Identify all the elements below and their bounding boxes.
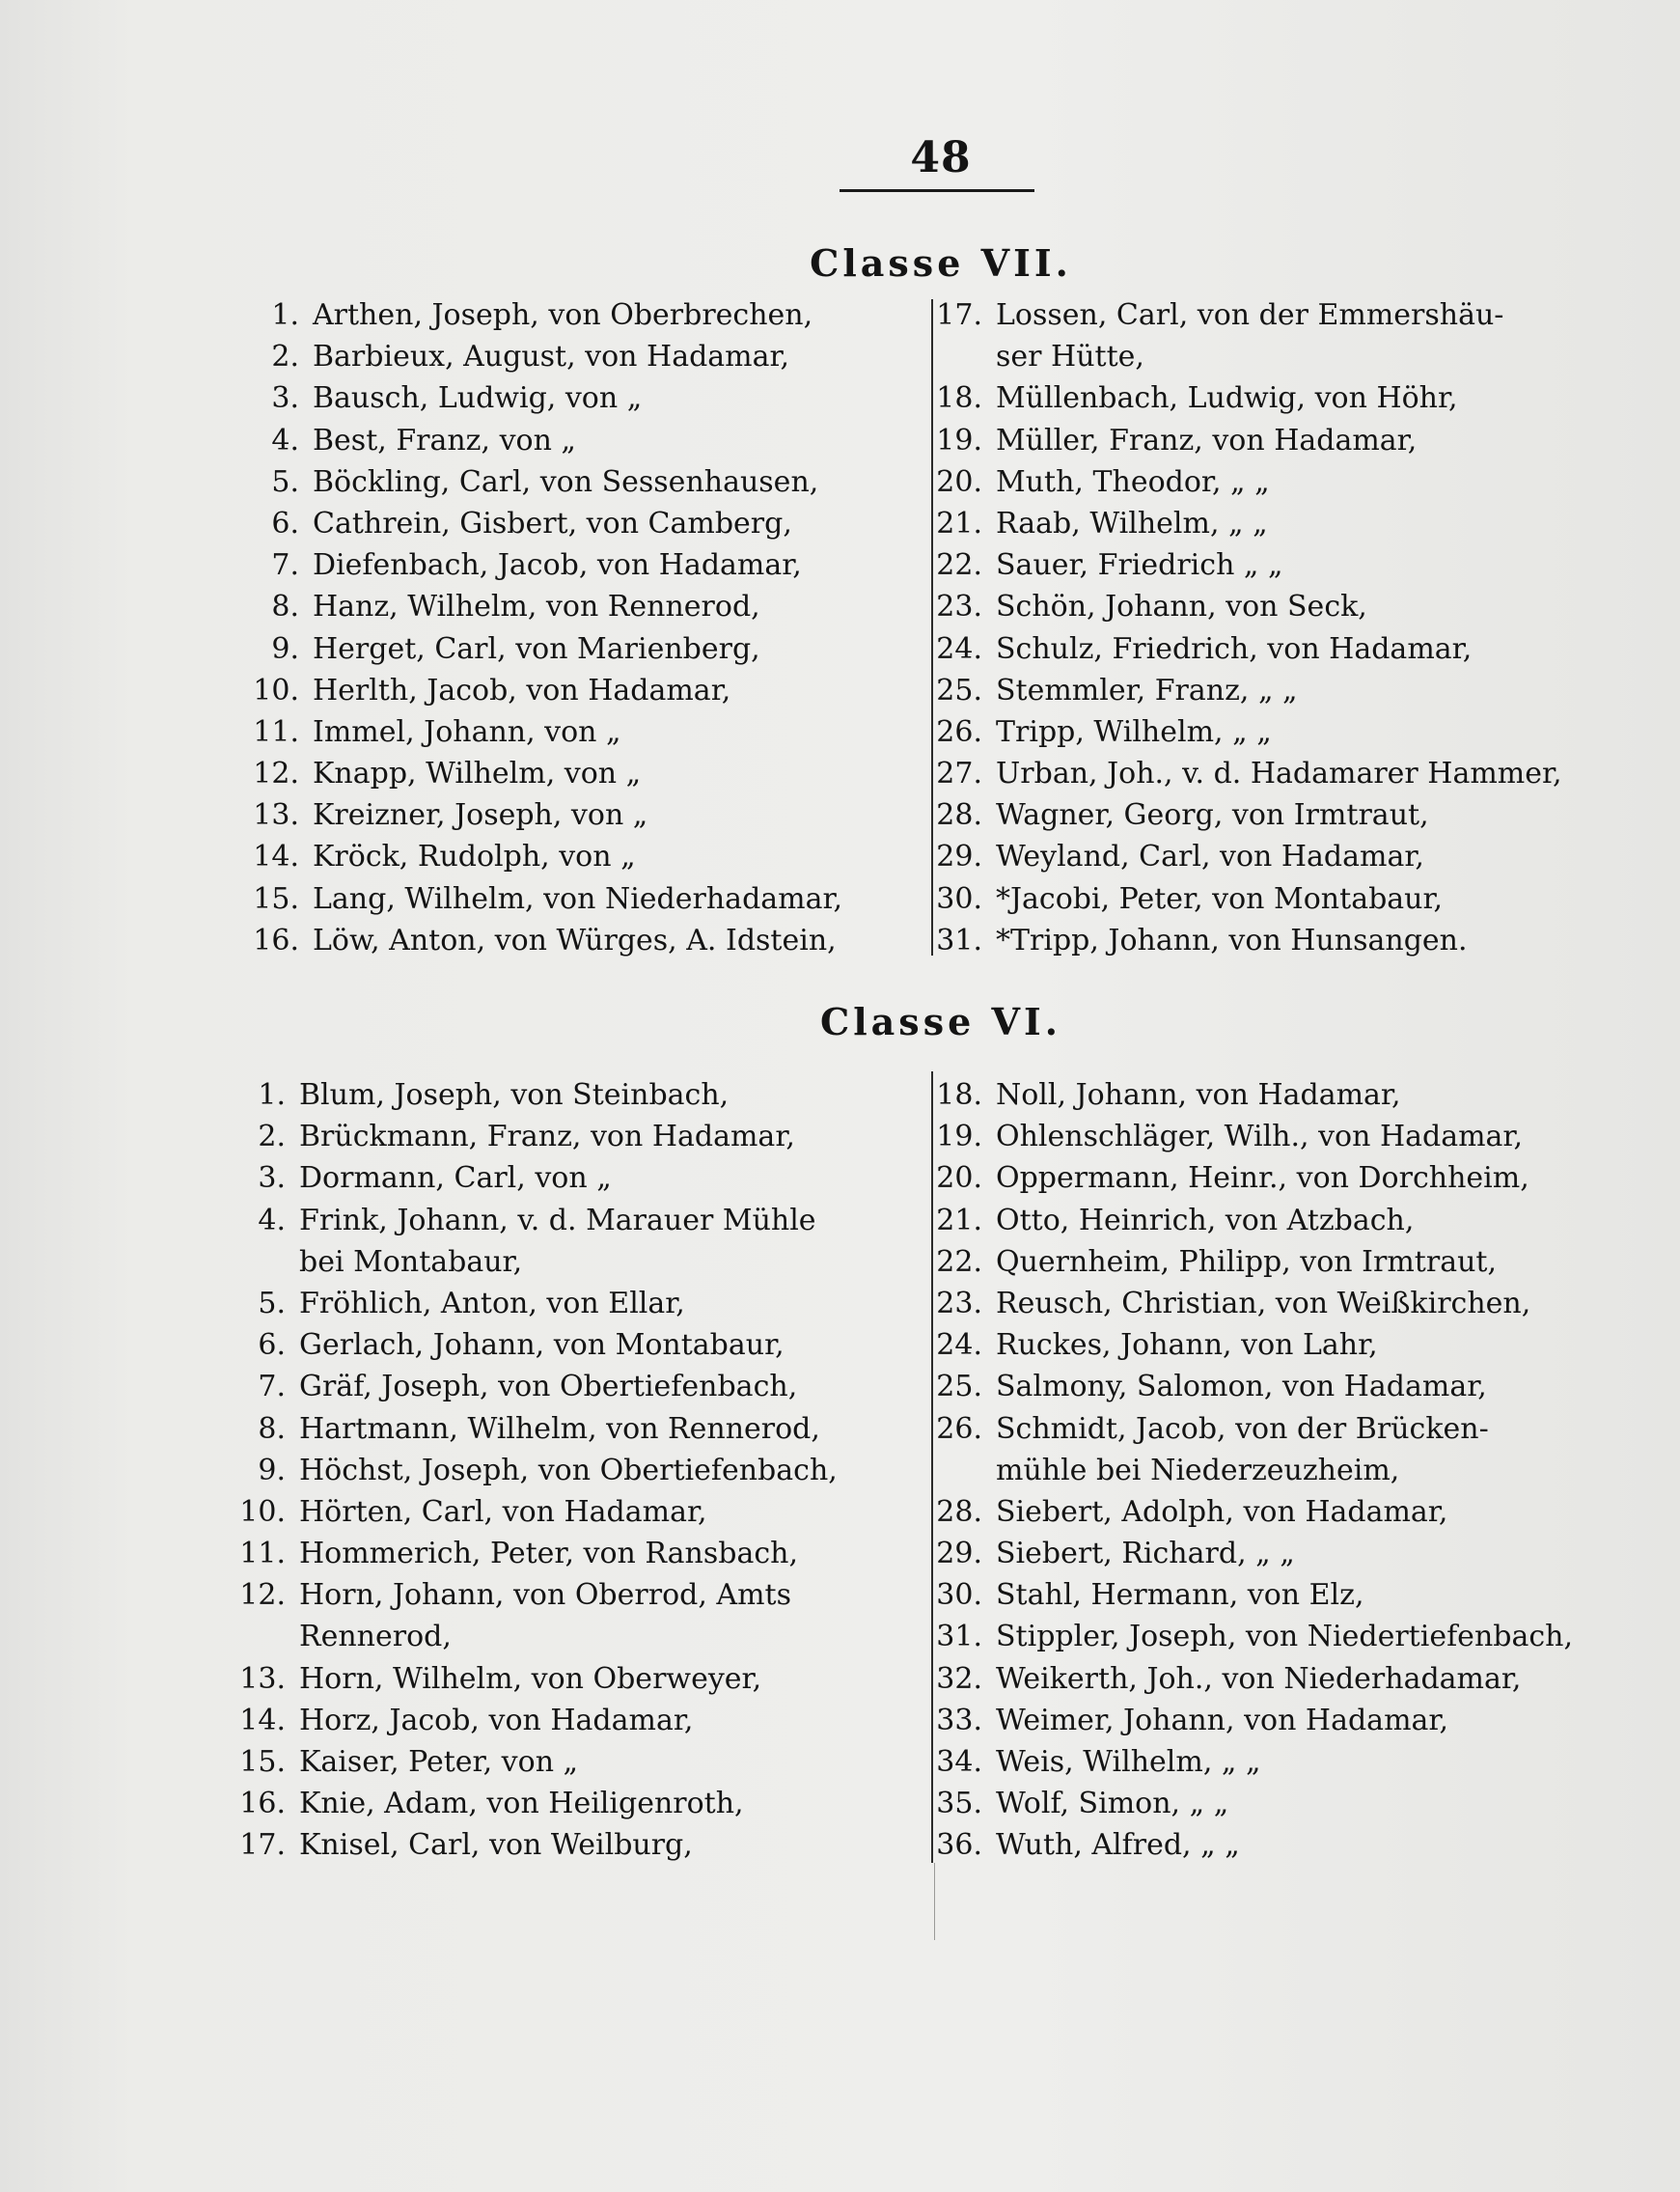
entry-number: 16.	[239, 1787, 286, 1821]
entry-number: 28.	[936, 1494, 982, 1529]
entry-number: 9.	[271, 631, 299, 666]
entry-name: Hanz, Wilhelm, von Rennerod,	[313, 590, 760, 624]
entry-number: 23.	[936, 1286, 982, 1320]
entry-name: Cathrein, Gisbert, von Camberg,	[313, 506, 792, 541]
entry-name: *Tripp, Johann, von Hunsangen.	[996, 923, 1468, 957]
entry-name: Weis, Wilhelm, „ „	[996, 1745, 1261, 1780]
entry-name: Weyland, Carl, von Hadamar,	[996, 840, 1424, 874]
entry-name: Löw, Anton, von Würges, A. Idstein,	[313, 923, 837, 957]
entry-number: 25.	[936, 673, 982, 708]
entry-name: Noll, Johann, von Hadamar,	[996, 1078, 1401, 1112]
entry-name: Höchst, Joseph, von Obertiefenbach,	[299, 1453, 838, 1487]
entry-number: 25.	[936, 1370, 982, 1404]
entry-name: Diefenbach, Jacob, von Hadamar,	[313, 548, 802, 583]
entry-number: 19.	[936, 1120, 982, 1154]
entry-number: 22.	[936, 548, 982, 583]
entry-number: 24.	[936, 1328, 982, 1363]
page-number: 48	[910, 133, 972, 182]
entry-number: 8.	[258, 1411, 286, 1446]
entry-name: Böckling, Carl, von Sessenhausen,	[313, 464, 819, 499]
entry-name: Hommerich, Peter, von Ransbach,	[299, 1537, 799, 1571]
entry-number: 11.	[253, 714, 299, 749]
entry-number: 22.	[936, 1244, 982, 1279]
entry-name: Lang, Wilhelm, von Niederhadamar,	[313, 881, 843, 916]
entry-name: Stahl, Hermann, von Elz,	[996, 1578, 1364, 1613]
entry-name: Stemmler, Franz, „ „	[996, 673, 1298, 708]
entry-number: 21.	[936, 1203, 982, 1237]
entry-name: Knapp, Wilhelm, von „	[313, 757, 642, 791]
entry-number: 2.	[271, 340, 299, 375]
entry-number: 33.	[936, 1703, 982, 1737]
entry-name: Wagner, Georg, von Irmtraut,	[996, 798, 1429, 833]
entry-number: 24.	[936, 631, 982, 666]
entry-number: 18.	[936, 1078, 982, 1112]
entry-name: Horn, Wilhelm, von Oberweyer,	[299, 1661, 762, 1696]
bleed-through-line	[934, 1863, 935, 1940]
entry-name: Brückmann, Franz, von Hadamar,	[299, 1120, 795, 1154]
entry-name: Blum, Joseph, von Steinbach,	[299, 1078, 730, 1112]
entry-name: Kaiser, Peter, von „	[299, 1745, 579, 1780]
entry-number: 5.	[258, 1286, 286, 1320]
entry-number: 3.	[271, 381, 299, 416]
entry-number: 6.	[258, 1328, 286, 1363]
section-heading-classe-vii: Classe VII.	[810, 241, 1072, 285]
entry-number: 4.	[271, 423, 299, 458]
entry-name: Siebert, Richard, „ „	[996, 1537, 1295, 1571]
entry-number: 30.	[936, 881, 982, 916]
entry-number: 26.	[936, 714, 982, 749]
entry-continuation: Rennerod,	[299, 1620, 452, 1654]
entry-name: Raab, Wilhelm, „ „	[996, 506, 1268, 541]
entry-name: Barbieux, August, von Hadamar,	[313, 340, 790, 375]
entry-number: 12.	[239, 1578, 286, 1613]
entry-name: Wolf, Simon, „ „	[996, 1787, 1229, 1821]
entry-name: Urban, Joh., v. d. Hadamarer Hammer,	[996, 757, 1562, 791]
entry-name: Weikerth, Joh., von Niederhadamar,	[996, 1661, 1522, 1696]
entry-number: 31.	[936, 923, 982, 957]
entry-name: Müller, Franz, von Hadamar,	[996, 423, 1418, 458]
entry-number: 16.	[253, 923, 299, 957]
header-rule	[840, 189, 1034, 192]
entry-number: 2.	[258, 1120, 286, 1154]
entry-name: Stippler, Joseph, von Niedertiefenbach,	[996, 1620, 1574, 1654]
entry-name: Salmony, Salomon, von Hadamar,	[996, 1370, 1487, 1404]
entry-name: Quernheim, Philipp, von Irmtraut,	[996, 1244, 1497, 1279]
entry-name: Otto, Heinrich, von Atzbach,	[996, 1203, 1415, 1237]
entry-number: 14.	[253, 840, 299, 874]
entry-name: Oppermann, Heinr., von Dorchheim,	[996, 1161, 1529, 1196]
entry-number: 8.	[271, 590, 299, 624]
entry-number: 20.	[936, 464, 982, 499]
entry-number: 5.	[271, 464, 299, 499]
entry-number: 10.	[239, 1494, 286, 1529]
entry-name: Dormann, Carl, von „	[299, 1161, 612, 1196]
entry-name: Herget, Carl, von Marienberg,	[313, 631, 760, 666]
entry-number: 12.	[253, 757, 299, 791]
entry-number: 15.	[239, 1745, 286, 1780]
entry-number: 36.	[936, 1828, 982, 1863]
section-heading-classe-vi: Classe VI.	[820, 1000, 1061, 1043]
entry-name: Tripp, Wilhelm, „ „	[996, 714, 1272, 749]
entry-continuation: mühle bei Niederzeuzheim,	[996, 1453, 1400, 1487]
entry-number: 1.	[258, 1078, 286, 1112]
entry-name: Gräf, Joseph, von Obertiefenbach,	[299, 1370, 798, 1404]
entry-name: Herlth, Jacob, von Hadamar,	[313, 673, 731, 708]
entry-number: 26.	[936, 1411, 982, 1446]
entry-continuation: ser Hütte,	[996, 340, 1144, 375]
entry-name: Kröck, Rudolph, von „	[313, 840, 636, 874]
entry-name: Best, Franz, von „	[313, 423, 576, 458]
entry-name: Horz, Jacob, von Hadamar,	[299, 1703, 694, 1737]
entry-name: Immel, Johann, von „	[313, 714, 621, 749]
entry-name: Hartmann, Wilhelm, von Rennerod,	[299, 1411, 820, 1446]
entry-name: Schmidt, Jacob, von der Brücken-	[996, 1411, 1489, 1446]
entry-name: Arthen, Joseph, von Oberbrechen,	[313, 298, 813, 332]
entry-name: Gerlach, Johann, von Montabaur,	[299, 1328, 785, 1363]
entry-name: Knie, Adam, von Heiligenroth,	[299, 1787, 744, 1821]
entry-name: Knisel, Carl, von Weilburg,	[299, 1828, 693, 1863]
entry-name: Wuth, Alfred, „ „	[996, 1828, 1240, 1863]
entry-number: 13.	[253, 798, 299, 833]
entry-name: Bausch, Ludwig, von „	[313, 381, 643, 416]
entry-number: 7.	[271, 548, 299, 583]
entry-name: Reusch, Christian, von Weißkirchen,	[996, 1286, 1531, 1320]
entry-number: 13.	[239, 1661, 286, 1696]
entry-number: 3.	[258, 1161, 286, 1196]
entry-name: Hörten, Carl, von Hadamar,	[299, 1494, 707, 1529]
entry-number: 19.	[936, 423, 982, 458]
entry-name: Fröhlich, Anton, von Ellar,	[299, 1286, 685, 1320]
entry-name: Ohlenschläger, Wilh., von Hadamar,	[996, 1120, 1524, 1154]
entry-name: Sauer, Friedrich „ „	[996, 548, 1283, 583]
entry-number: 28.	[936, 798, 982, 833]
entry-name: Siebert, Adolph, von Hadamar,	[996, 1494, 1448, 1529]
entry-number: 34.	[936, 1745, 982, 1780]
entry-name: *Jacobi, Peter, von Montabaur,	[996, 881, 1444, 916]
entry-name: Kreizner, Joseph, von „	[313, 798, 648, 833]
entry-continuation: bei Montabaur,	[299, 1244, 523, 1279]
entry-number: 18.	[936, 381, 982, 416]
entry-number: 30.	[936, 1578, 982, 1613]
entry-number: 29.	[936, 1537, 982, 1571]
entry-number: 15.	[253, 881, 299, 916]
entry-number: 7.	[258, 1370, 286, 1404]
entry-number: 23.	[936, 590, 982, 624]
entry-number: 17.	[239, 1828, 286, 1863]
entry-number: 17.	[936, 298, 982, 332]
entry-name: Lossen, Carl, von der Emmershäu-	[996, 298, 1504, 332]
entry-number: 1.	[271, 298, 299, 332]
entry-name: Frink, Johann, v. d. Marauer Mühle	[299, 1203, 816, 1237]
entry-number: 14.	[239, 1703, 286, 1737]
entry-name: Ruckes, Johann, von Lahr,	[996, 1328, 1378, 1363]
entry-number: 11.	[239, 1537, 286, 1571]
entry-number: 6.	[271, 506, 299, 541]
entry-name: Schulz, Friedrich, von Hadamar,	[996, 631, 1473, 666]
entry-name: Horn, Johann, von Oberrod, Amts	[299, 1578, 791, 1613]
entry-number: 21.	[936, 506, 982, 541]
entry-name: Schön, Johann, von Seck,	[996, 590, 1367, 624]
entry-name: Muth, Theodor, „ „	[996, 464, 1270, 499]
entry-number: 32.	[936, 1661, 982, 1696]
entry-number: 31.	[936, 1620, 982, 1654]
entry-number: 35.	[936, 1787, 982, 1821]
entry-number: 10.	[253, 673, 299, 708]
entry-name: Weimer, Johann, von Hadamar,	[996, 1703, 1448, 1737]
entry-number: 20.	[936, 1161, 982, 1196]
entry-number: 9.	[258, 1453, 286, 1487]
entry-number: 27.	[936, 757, 982, 791]
entry-number: 29.	[936, 840, 982, 874]
entry-number: 4.	[258, 1203, 286, 1237]
entry-name: Müllenbach, Ludwig, von Höhr,	[996, 381, 1458, 416]
